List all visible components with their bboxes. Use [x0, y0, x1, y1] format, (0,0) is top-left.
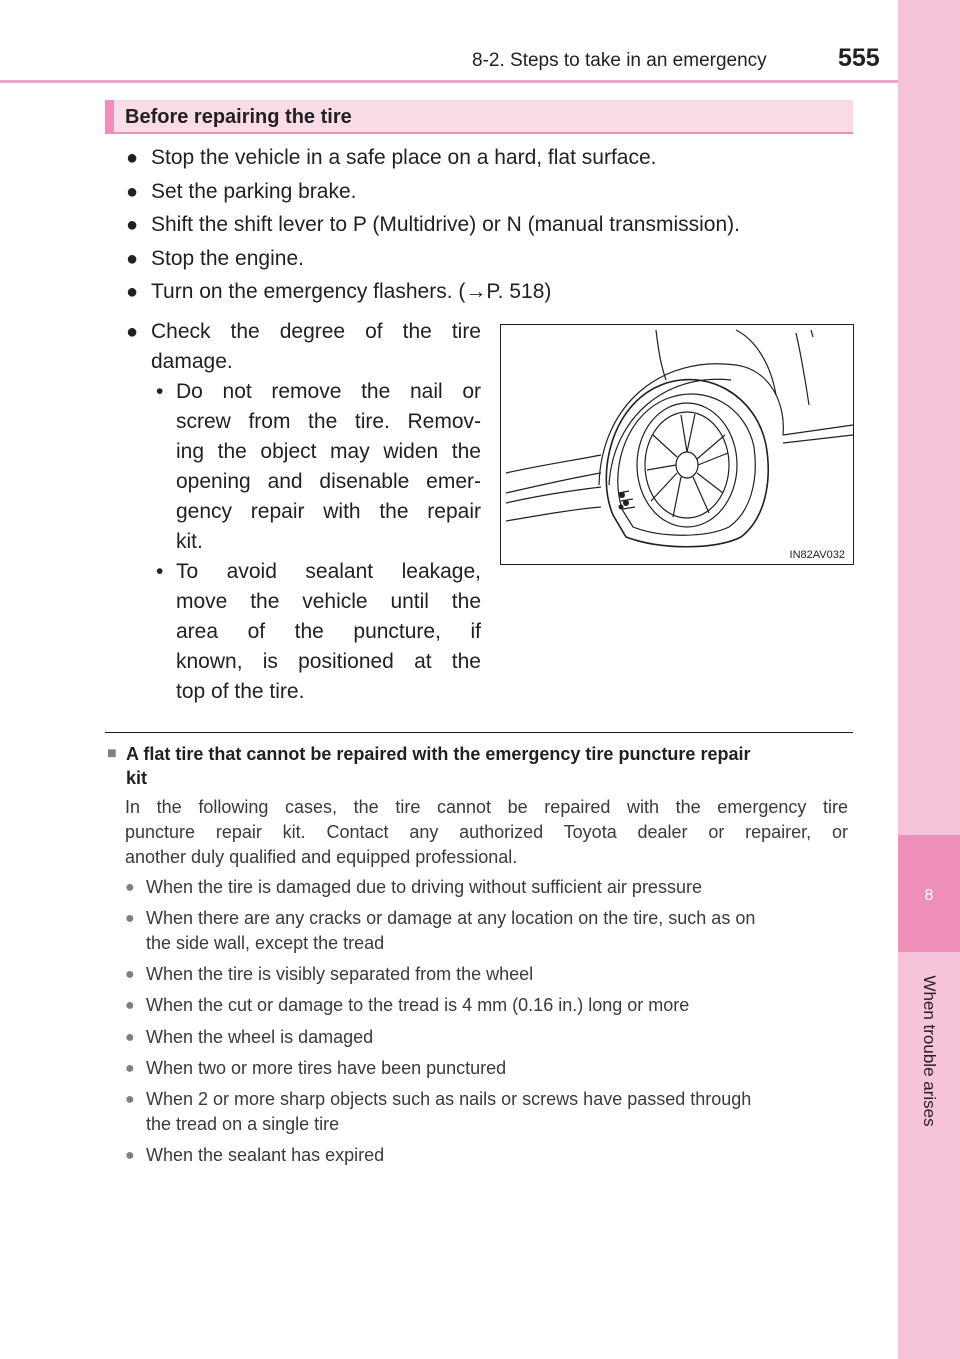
note-bullet-text: the tread on a single tire — [146, 1114, 340, 1134]
note-bullet-text: When 2 or more sharp objects such as nails or screws have passed through — [146, 1089, 752, 1109]
flat-tire-drawing — [501, 325, 854, 565]
note-bullet-sharp-objects — [125, 1087, 855, 1137]
note-intro-line: In the following cases, the tire cannot be repaired with the emergency tire — [125, 797, 848, 817]
bullet-icon: ● — [125, 1060, 135, 1077]
note-bullet-cut-size — [125, 993, 855, 1018]
sub-line: area of the puncture, if — [176, 620, 481, 643]
bullet-icon: ● — [126, 248, 139, 270]
bullet-icon: ● — [125, 1029, 135, 1046]
bullet-icon: ● — [125, 997, 135, 1014]
sub-line: top of the tire. — [176, 680, 305, 703]
bullet-icon: ● — [125, 1147, 135, 1164]
chapter-tab[interactable] — [898, 835, 960, 952]
note-intro-line: puncture repair kit. Contact any authorized Toyota dealer or repairer, or — [125, 822, 848, 842]
box-heading — [105, 100, 853, 134]
side-tab-band — [898, 0, 960, 1359]
bullet-icon: ● — [125, 879, 135, 896]
bullet-check-damage — [126, 317, 481, 707]
bullet-icon: ● — [125, 910, 135, 927]
bullet-icon: ● — [126, 214, 139, 236]
note-bullet-text: When there are any cracks or damage at any location on the tire, such as on — [146, 908, 756, 928]
note-bullet-two-tires — [125, 1056, 855, 1081]
sub-line: To avoid sealant leakage, — [176, 560, 481, 583]
note-bullet-text: When the tire is visibly separated from the wheel — [146, 964, 534, 984]
note-bullet-text: When the tire is damaged due to driving without sufficient air pressure — [146, 877, 702, 897]
bullet-icon: ● — [126, 181, 139, 203]
sub-bullet-icon: • — [156, 560, 164, 583]
sub-line: move the vehicle until the — [176, 590, 481, 613]
note-bullet-wheel-damaged — [125, 1025, 855, 1050]
note-bullet-separated — [125, 962, 855, 987]
sub-line: known, is positioned at the — [176, 650, 481, 673]
check-line: Check the degree of the tire — [151, 320, 481, 343]
note-heading — [107, 742, 855, 790]
note-heading-line: kit — [126, 768, 148, 788]
note-intro — [125, 795, 848, 870]
note-bullet-text: When the wheel is damaged — [146, 1027, 374, 1047]
note-heading-line: A flat tire that cannot be repaired with the emergency tire puncture repair — [126, 744, 751, 764]
bullet-text: Set the parking brake. — [151, 180, 357, 203]
bullet-icon: ● — [126, 281, 139, 303]
bullet-text: Shift the shift lever to P (Multidrive) or N (manual transmission). — [151, 213, 740, 236]
note-bullet-text: the side wall, except the tread — [146, 933, 385, 953]
sub-line: ing the object may widen the — [176, 440, 481, 463]
box-heading-text: Before repairing the tire — [125, 106, 352, 128]
sub-line: screw from the tire. Remov- — [176, 410, 481, 433]
bullet-text: Stop the engine. — [151, 247, 304, 270]
header-rule — [0, 80, 898, 83]
note-bullet-text: When two or more tires have been punctured — [146, 1058, 507, 1078]
bullet-icon: ● — [125, 1091, 135, 1108]
sub-line: gency repair with the repair — [176, 500, 481, 523]
note-bullet-air-pressure — [125, 875, 855, 900]
sub-bullet-icon: • — [156, 380, 164, 403]
section-title: 8-2. Steps to take in an emergency — [472, 50, 767, 71]
check-text — [126, 317, 481, 377]
figure-code: IN82AV032 — [789, 549, 845, 561]
square-icon: ■ — [107, 745, 117, 762]
bullet-text — [151, 277, 551, 307]
section-divider — [105, 732, 853, 733]
sub-bullet-nail — [126, 377, 481, 557]
tire-illustration — [500, 324, 854, 565]
page-reference-link[interactable]: P. 518) — [486, 280, 552, 303]
note-intro-line: another duly qualified and equipped professional. — [125, 847, 518, 867]
bullet-text: Stop the vehicle in a safe place on a hard, flat surface. — [151, 146, 657, 169]
page-number: 555 — [838, 44, 880, 72]
arrow-icon: → — [465, 280, 487, 303]
bullet-icon: ● — [125, 966, 135, 983]
note-bullet-cracks — [125, 906, 855, 956]
sub-line: kit. — [176, 530, 203, 553]
note-bullet-sealant-expired — [125, 1143, 855, 1168]
bullet-icon: ● — [126, 321, 139, 343]
check-line: damage. — [151, 350, 233, 373]
sub-bullet-sealant — [126, 557, 481, 707]
chapter-label: When trouble arises — [920, 975, 939, 1127]
flashers-text: Turn on the emergency flashers. ( — [151, 280, 466, 303]
note-bullet-text: When the sealant has expired — [146, 1145, 385, 1165]
chapter-number: 8 — [924, 887, 934, 904]
sub-line: Do not remove the nail or — [176, 380, 481, 403]
bullet-icon: ● — [126, 147, 139, 169]
sub-line: opening and disenable emer- — [176, 470, 481, 493]
note-bullet-text: When the cut or damage to the tread is 4 mm (0.16 in.) long or more — [146, 995, 690, 1015]
